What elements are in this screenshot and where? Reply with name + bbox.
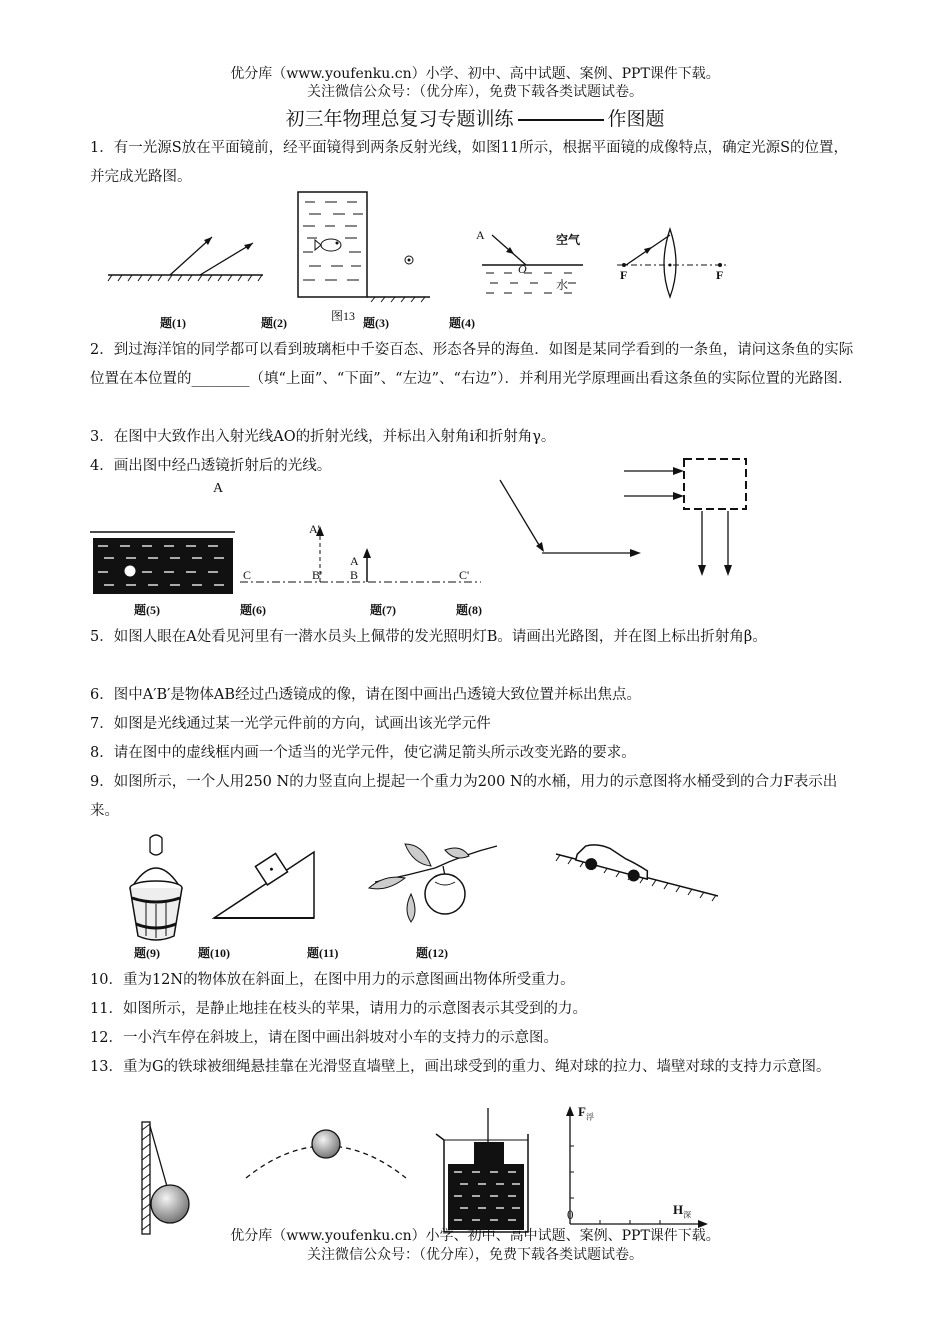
graph-label-f bbox=[578, 1104, 594, 1123]
fig3-label-a: A bbox=[476, 228, 485, 242]
fig3-label-water: 水 bbox=[556, 278, 569, 292]
question-5: 5．如图人眼在A处看见河里有一潜水员头上佩带的发光照明灯B。请画出光路图，并在图上标出折射角β。 bbox=[90, 629, 767, 645]
footer-line-1: 优分库（www.youfenku.cn）小学、初中、高中试题、案例、PPT课件下载。 bbox=[230, 1228, 720, 1244]
graph-label-h bbox=[673, 1202, 691, 1221]
header-line-2: 关注微信公众号：（优分库），免费下载各类试题试卷。 bbox=[307, 84, 643, 100]
caption-q11: 题(11) bbox=[307, 946, 339, 960]
fig6-label-a: A bbox=[350, 554, 359, 568]
figure-12-car-on-slope bbox=[552, 846, 722, 904]
figure-11-apple bbox=[365, 838, 500, 928]
figure-1-mirror bbox=[108, 235, 268, 285]
footer-line-2: 关注微信公众号：（优分库），免费下载各类试题试卷。 bbox=[307, 1247, 643, 1263]
figure-10-incline-block bbox=[210, 838, 320, 923]
caption-q8: 题(8) bbox=[456, 603, 482, 617]
question-2: 2．到过海洋馆的同学都可以看到玻璃柜中千姿百态、形态各异的海鱼．如图是某同学看到的一条鱼，请问这条鱼的实际位置在本位置的________（填“上面”、“下面”、“左边”、“右边”）．并利用光学原理画出看这条鱼的实际位置的光路图． bbox=[90, 342, 854, 387]
figure-4-convex-lens bbox=[612, 225, 732, 300]
fig6-label-b: B bbox=[350, 568, 359, 582]
question-8: 8．请在图中的虚线框内画一个适当的光学元件，使它满足箭头所示改变光路的要求。 bbox=[90, 745, 636, 761]
caption-q7: 题(7) bbox=[370, 603, 396, 617]
caption-q1: 题(1) bbox=[160, 316, 186, 330]
question-11: 11．如图所示，是静止地挂在枝头的苹果，请用力的示意图表示其受到的力。 bbox=[90, 1001, 587, 1017]
caption-q6: 题(6) bbox=[240, 603, 266, 617]
question-4: 4．画出图中经凸透镜折射后的光线。 bbox=[90, 458, 332, 474]
title-left: 初三年物理总复习专题训练 bbox=[285, 108, 514, 130]
caption-q12: 题(12) bbox=[416, 946, 448, 960]
caption-q2: 题(2) bbox=[261, 316, 287, 330]
figure-5-river-diver bbox=[90, 528, 240, 598]
page-title bbox=[0, 104, 950, 131]
figure-2-fish-tank bbox=[295, 190, 435, 302]
fig4-label-f-right: F bbox=[716, 268, 724, 282]
question-3: 3．在图中大致作出入射光线AO的折射光线，并标出入射角i和折射角γ。 bbox=[90, 429, 556, 445]
fig6-label-b-prime: B' bbox=[312, 568, 323, 582]
graph-label-f-main: F bbox=[578, 1104, 586, 1119]
fig6-label-a-prime: A' bbox=[309, 522, 320, 536]
title-right: 作图题 bbox=[607, 108, 665, 130]
question-12: 12．一小汽车停在斜坡上，请在图中画出斜坡对小车的支持力的示意图。 bbox=[90, 1030, 558, 1046]
fig4-label-f-left: F bbox=[620, 268, 628, 282]
caption-q9: 题(9) bbox=[134, 946, 160, 960]
fig5-label-a: A bbox=[213, 481, 224, 496]
graph-label-origin: 0 bbox=[567, 1207, 574, 1222]
question-13: 13．重为G的铁球被细绳悬挂靠在光滑竖直墙壁上，画出球受到的重力、绳对球的拉力、墙壁对球的支持力示意图。 bbox=[90, 1059, 831, 1075]
header-line-1: 优分库（www.youfenku.cn）小学、初中、高中试题、案例、PPT课件下载。 bbox=[230, 66, 720, 82]
caption-q10: 题(10) bbox=[198, 946, 230, 960]
question-7: 7．如图是光线通过某一光学元件前的方向，试画出该光学元件 bbox=[90, 716, 491, 732]
question-1: 1．有一光源S放在平面镜前，经平面镜得到两条反射光线，如图11所示，根据平面镜的成像特点，确定光源S的位置，并完成光路图。 bbox=[90, 140, 849, 185]
figure-14-ball-trajectory bbox=[242, 1122, 412, 1182]
figure-6-lens-image bbox=[236, 520, 486, 590]
figure-9-bucket bbox=[122, 832, 192, 944]
figure-8-dashed-box bbox=[620, 455, 760, 580]
title-dash bbox=[518, 119, 604, 121]
question-9: 9．如图所示，一个人用250 N的力竖直向上提起一个重力为200 N的水桶，用力的示意图将水桶受到的合力F表示出来。 bbox=[90, 774, 838, 819]
figure-13-ball-on-wall bbox=[138, 1118, 198, 1238]
caption-q5: 题(5) bbox=[134, 603, 160, 617]
fig6-label-c: C bbox=[243, 568, 252, 582]
caption-q4: 题(4) bbox=[449, 316, 475, 330]
question-6: 6．图中A′B′是物体AB经过凸透镜成的像，请在图中画出凸透镜大致位置并标出焦点。 bbox=[90, 687, 642, 703]
fig6-label-c-prime: C' bbox=[459, 568, 470, 582]
caption-q3: 题(3) bbox=[363, 316, 389, 330]
graph-label-h-sub: 深 bbox=[683, 1210, 692, 1220]
question-10: 10．重为12N的物体放在斜面上，在图中用力的示意图画出物体所受重力。 bbox=[90, 972, 575, 988]
figure-15-beaker-block bbox=[432, 1106, 532, 1236]
fig3-label-o: O bbox=[518, 262, 527, 276]
fig3-label-air: 空气 bbox=[556, 233, 581, 247]
graph-label-h-main: H bbox=[673, 1202, 684, 1217]
graph-label-f-sub: 浮 bbox=[585, 1112, 594, 1122]
caption-fig13: 图13 bbox=[331, 309, 356, 323]
